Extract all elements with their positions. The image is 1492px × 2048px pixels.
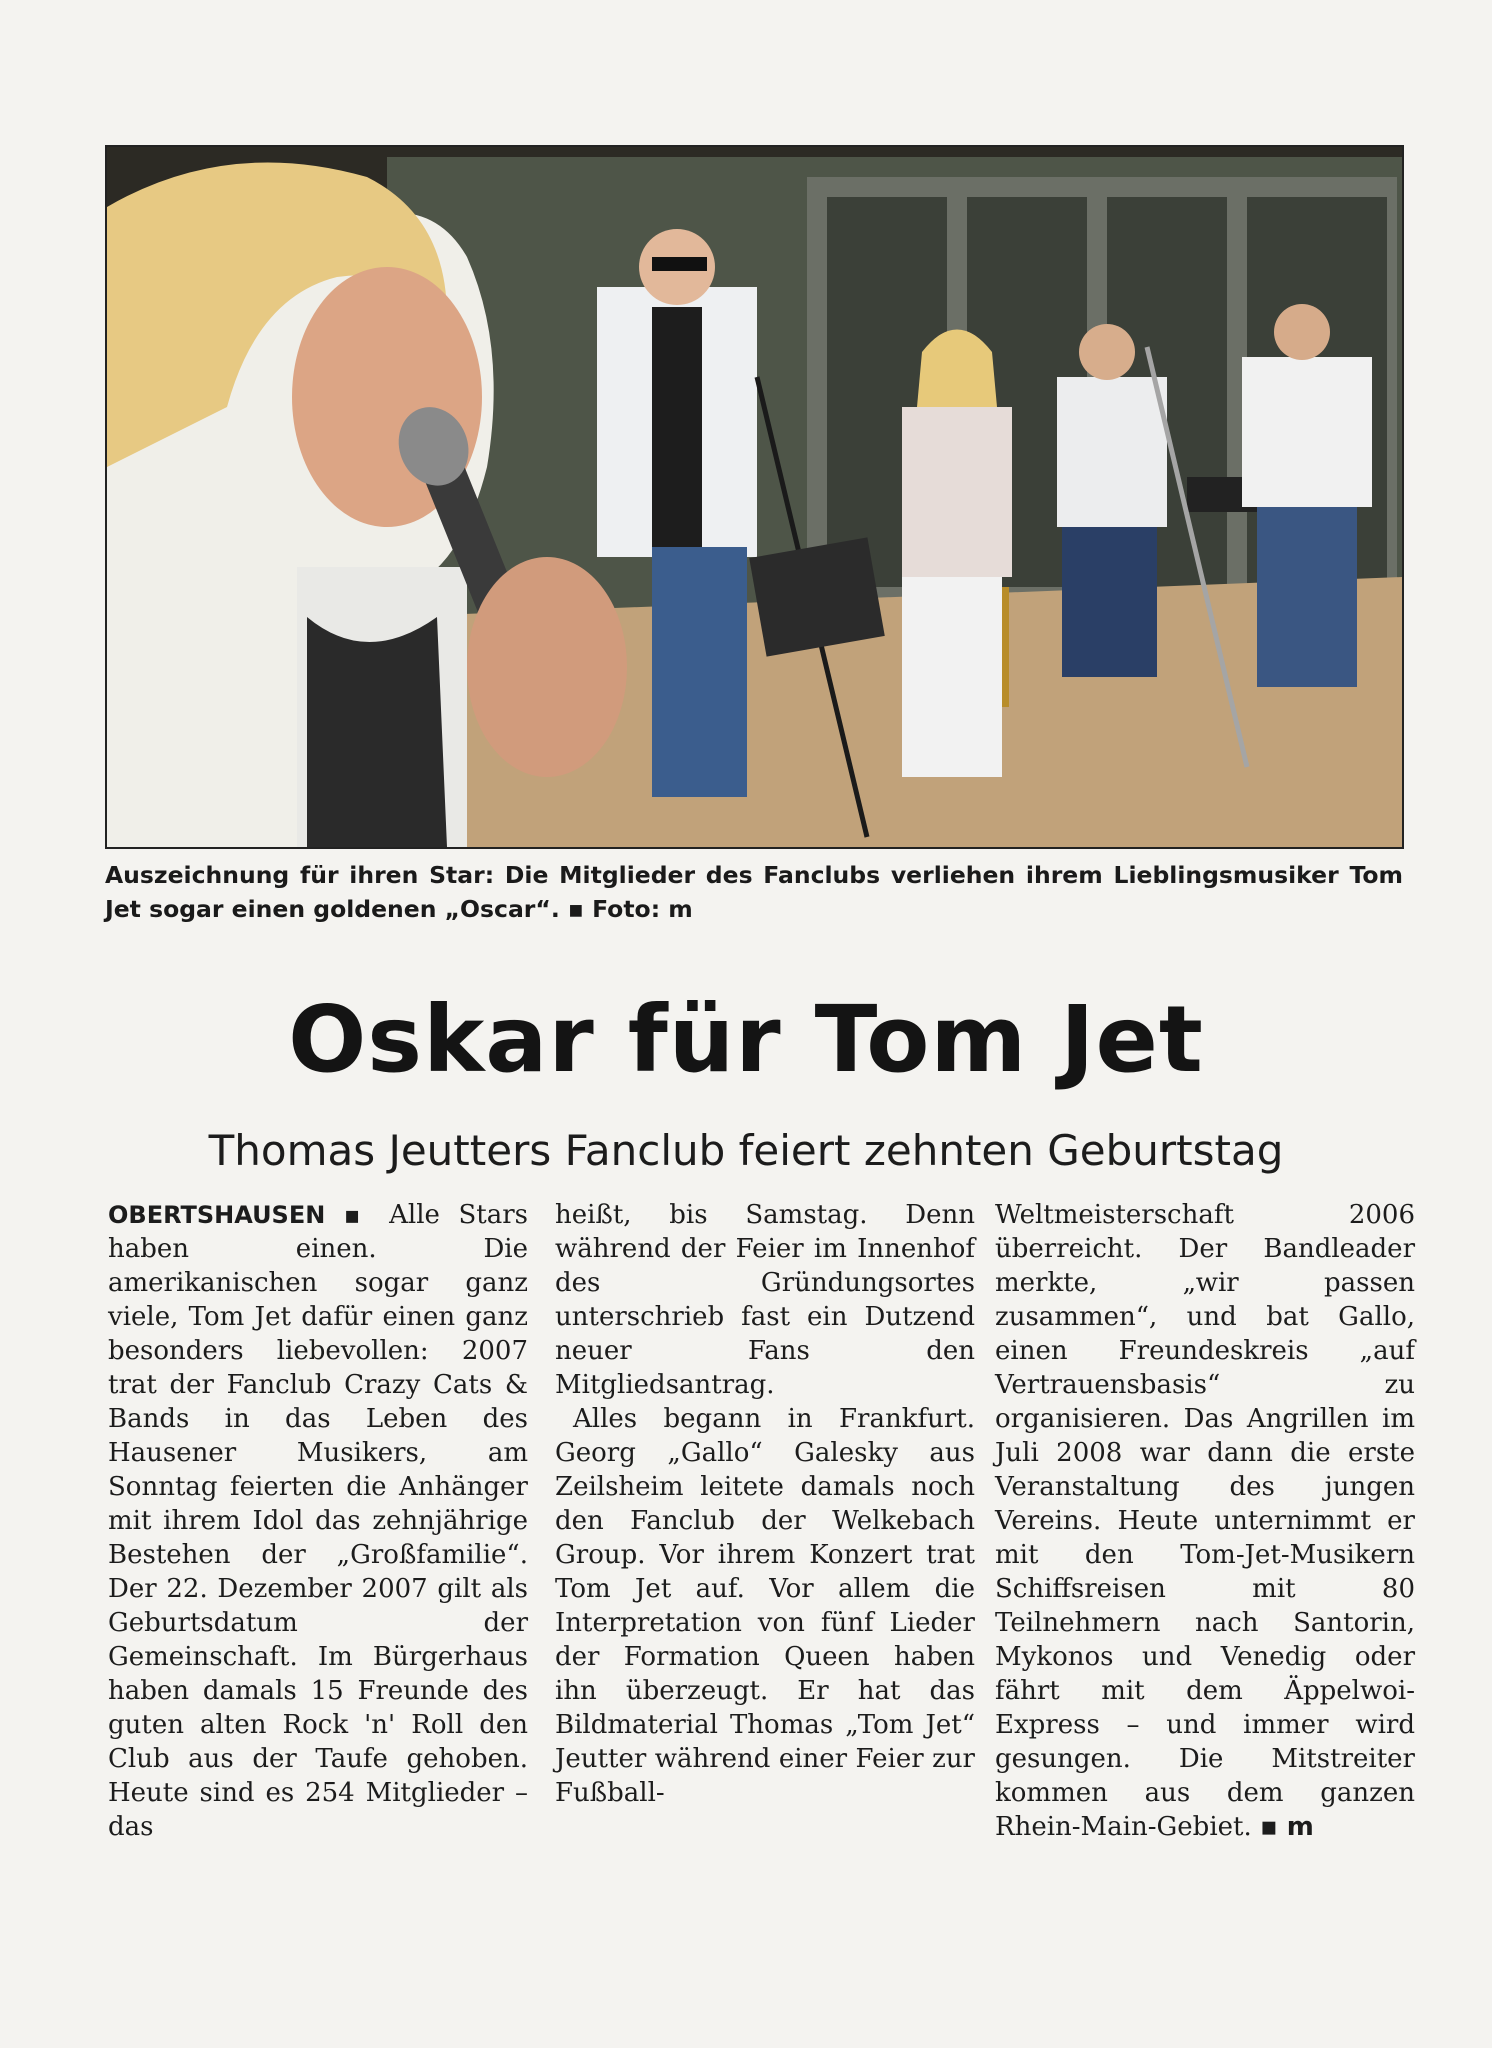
dateline: OBERTSHAUSEN ▪: [108, 1201, 371, 1229]
article-column-1: [108, 1198, 528, 1844]
column-2-text-b: Alles begann in Frankfurt. Georg „Gallo“ Galesky aus Zeilsheim leitete damals noch den Fanclub der Welkebach Group. Vor ihrem Konzert trat Tom Jet auf. Vor allem die Interpretation von fünf Lieder der Formation Queen haben ihn überzeugt. Er hat das Bildmaterial Thomas „Tom Jet“ Jeutter während einer Feier zur Fußball-: [555, 1404, 975, 1808]
photo-caption: [105, 858, 1403, 926]
article-column-3: [995, 1198, 1415, 1844]
article-column-2: [555, 1198, 975, 1810]
column-2-text-a: heißt, bis Samstag. Denn während der Feier im Innenhof des Gründungsortes unterschrieb fast ein Dutzend neuer Fans den Mitgliedsantrag.: [555, 1200, 975, 1400]
caption-text: Die Mitglieder des Fanclubs verliehen ihrem Lieblingsmusiker Tom Jet sogar einen goldenen „Oscar“.: [105, 861, 1403, 923]
photo-illustration: [107, 147, 1402, 847]
caption-credit: ▪ Foto: m: [567, 895, 693, 923]
column-3-text: Weltmeisterschaft 2006 überreicht. Der Bandleader merkte, „wir passen zusammen“, und bat Gallo, einen Freundeskreis „auf Vertrauensbasis“ zu organisieren. Das Angrillen im Juli 2008 war dann die erste Veranstaltung des jungen Vereins. Heute unternimmt er mit den Tom-Jet-Musikern Schiffsreisen mit 80 Teilnehmern nach Santorin, Mykonos und Venedig oder fährt mit dem Äppelwoi-Express – und immer wird gesungen. Die Mitstreiter kommen aus dem ganzen Rhein-Main-Gebiet.: [995, 1200, 1415, 1842]
column-1-text: Alle Stars haben einen. Die amerikanischen sogar ganz viele, Tom Jet dafür einen ganz besonders liebevollen: 2007 trat der Fanclub Crazy Cats & Bands in das Leben des Hausener Musikers, am Sonntag feierten die Anhänger mit ihrem Idol das zehnjährige Bestehen der „Großfamilie“. Der 22. Dezember 2007 gilt als Geburtsdatum der Gemeinschaft. Im Bürgerhaus haben damals 15 Freunde des guten alten Rock 'n' Roll den Club aus der Taufe gehoben. Heute sind es 254 Mitglieder – das: [108, 1200, 528, 1842]
subheadline: Thomas Jeutters Fanclub feiert zehnten Geburtstag: [208, 1126, 1284, 1175]
caption-lead: Auszeichnung für ihren Star:: [105, 861, 495, 889]
headline: Oskar für Tom Jet: [288, 986, 1204, 1093]
article-photo: [105, 145, 1404, 849]
author-mark: ▪ m: [1260, 1812, 1314, 1842]
